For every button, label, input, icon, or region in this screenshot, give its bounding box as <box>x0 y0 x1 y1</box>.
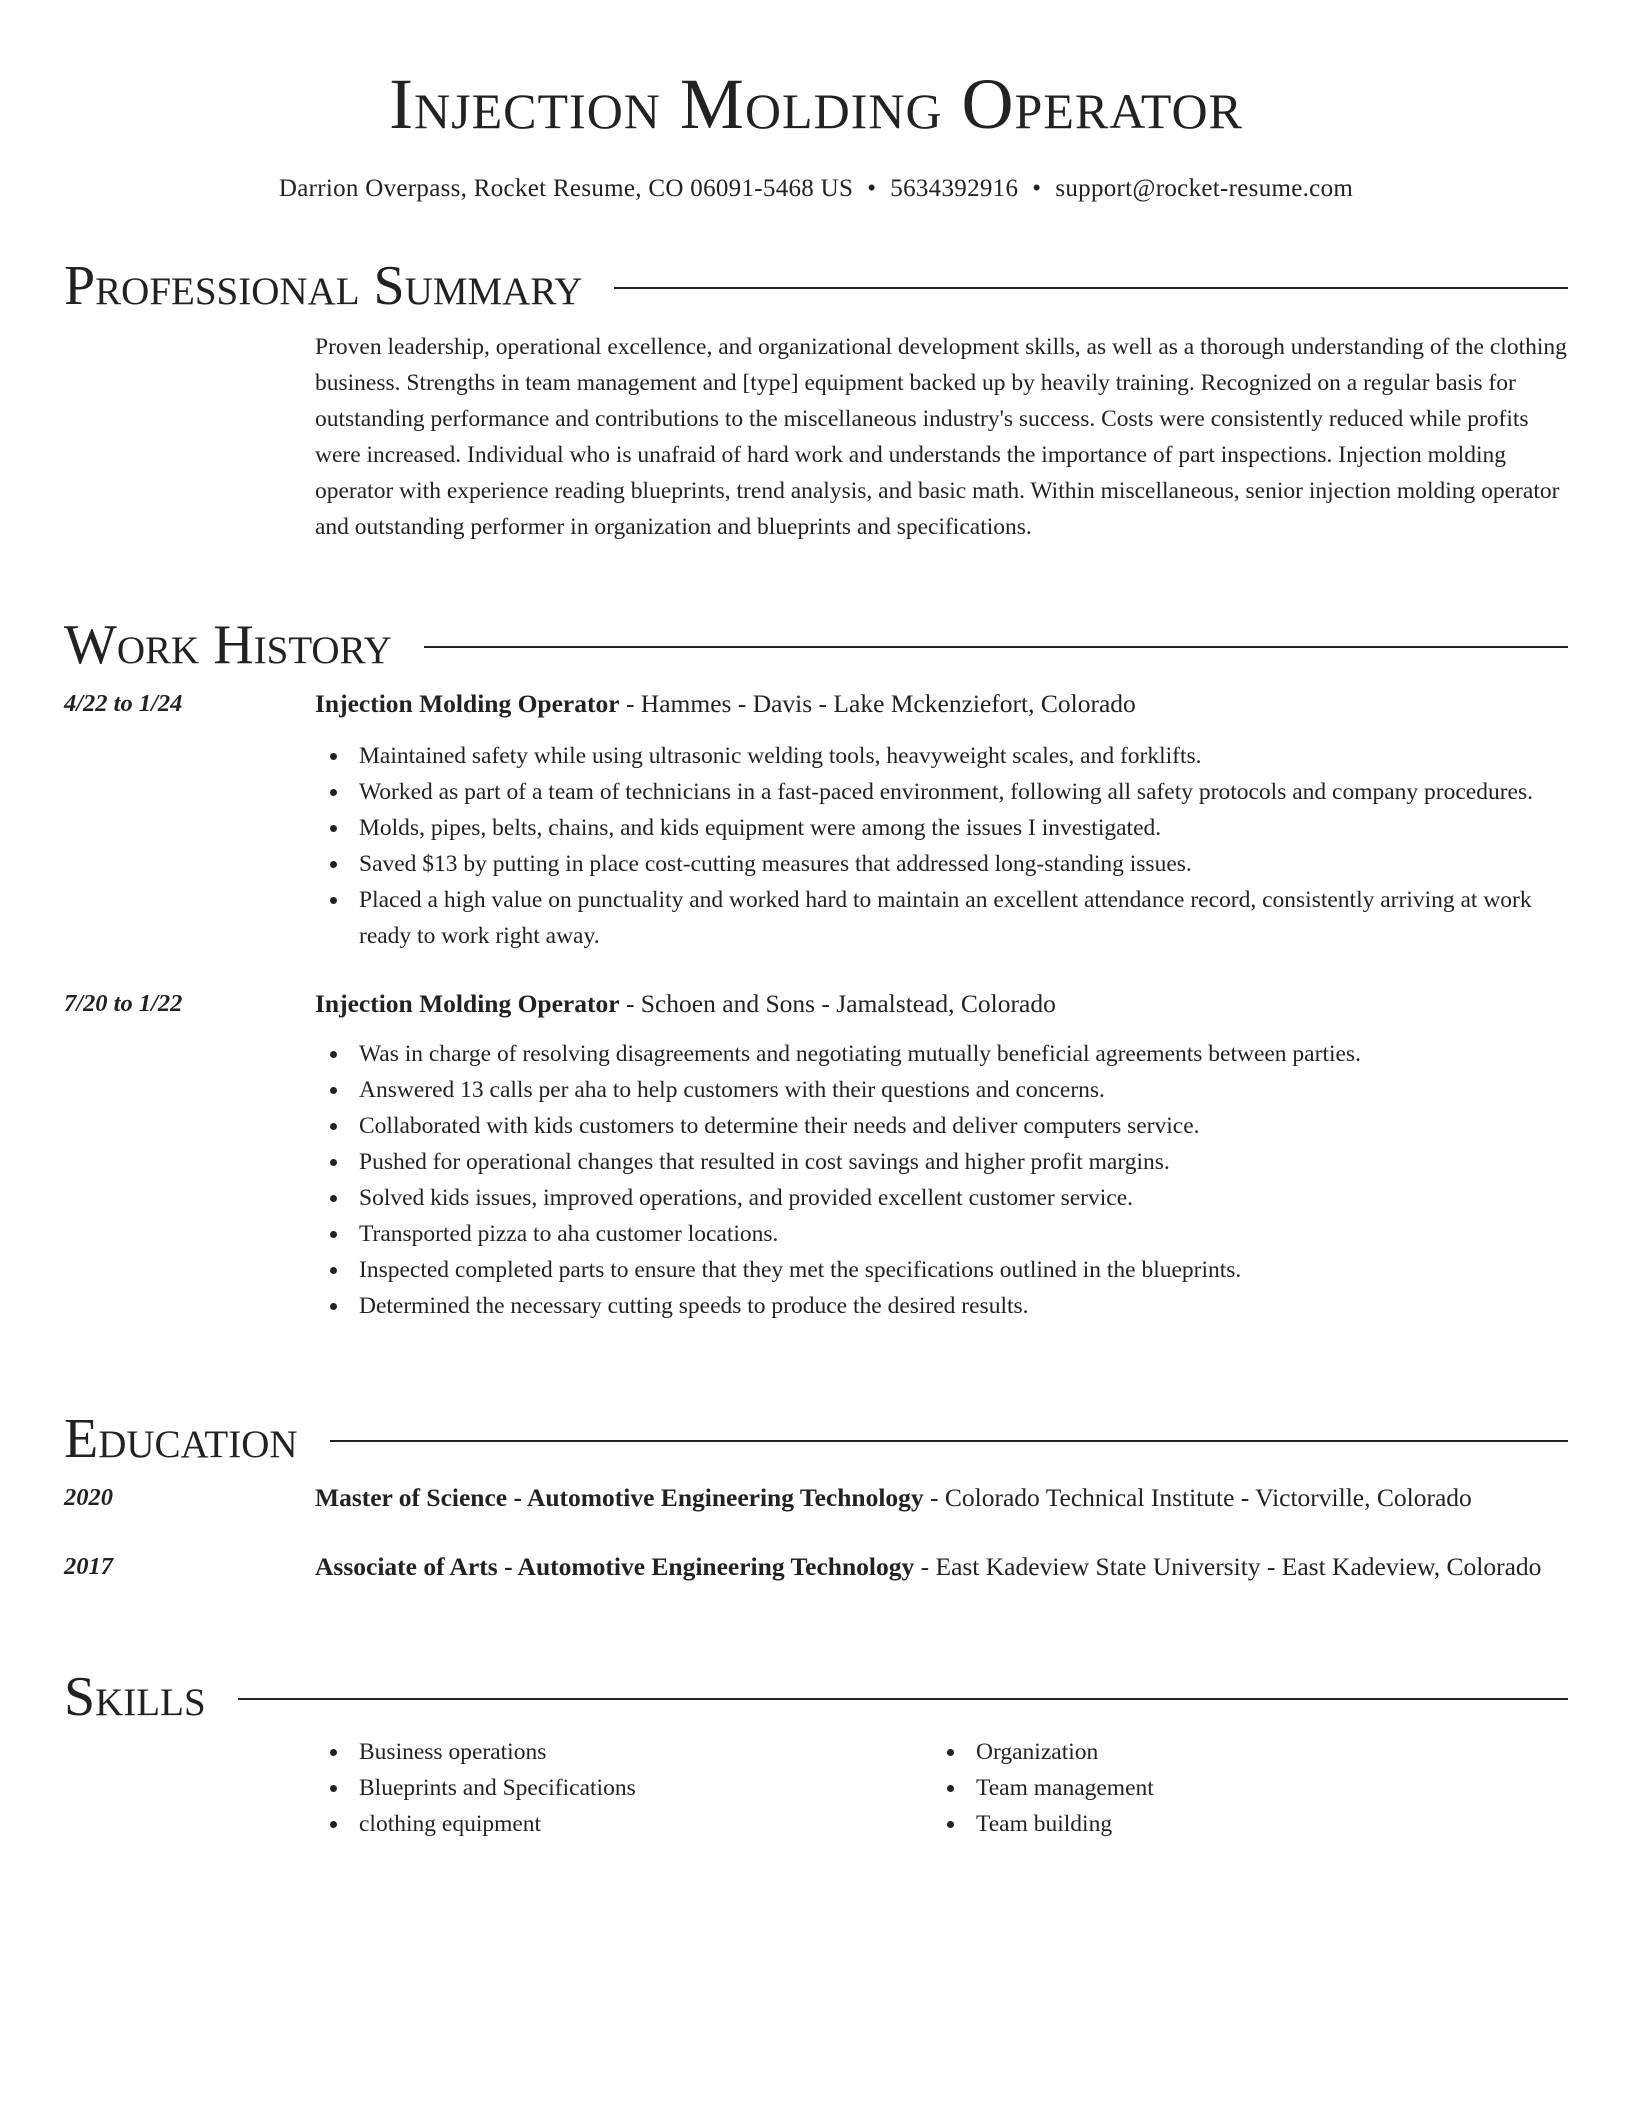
skill-item: Business operations <box>315 1734 932 1770</box>
summary-heading <box>64 255 1568 317</box>
contact-phone: 5634392916 <box>890 175 1019 202</box>
education-section <box>64 1408 1568 1587</box>
list-item: Worked as part of a team of technicians in a fast-paced environment, following all safety protocols and company procedures. <box>315 774 1568 810</box>
summary-body <box>315 329 1568 545</box>
contact-address: Darrion Overpass, Rocket Resume, CO 06091-5468 US <box>278 175 854 202</box>
list-item: Molds, pipes, belts, chains, and kids equipment were among the issues I investigated. <box>315 810 1568 846</box>
list-item: Collaborated with kids customers to determine their needs and deliver computers service. <box>315 1108 1568 1144</box>
section-divider <box>238 1698 1568 1700</box>
job-bullets <box>315 1036 1568 1324</box>
contact-line <box>64 92 1568 206</box>
education-entry <box>64 1547 1568 1587</box>
section-title: Professional Summary <box>64 255 583 317</box>
education-year: 2020 <box>64 1484 113 1511</box>
education-entry <box>64 1478 1568 1518</box>
job-dates: 4/22 to 1/24 <box>64 690 183 717</box>
list-item: Was in charge of resolving disagreements and negotiating mutually beneficial agreements between parties. <box>315 1036 1568 1072</box>
education-school: - Colorado Technical Institute - Victorville, Colorado <box>923 1483 1472 1512</box>
work-history-heading <box>64 614 1568 676</box>
resume-title: Injection Molding Operator <box>389 64 1243 144</box>
job-employer: - Schoen and Sons - Jamalstead, Colorado <box>619 989 1056 1018</box>
job-dates: 7/20 to 1/22 <box>64 990 183 1017</box>
job-role: Injection Molding Operator <box>315 989 620 1018</box>
skill-item: clothing equipment <box>315 1806 932 1842</box>
list-item: Answered 13 calls per aha to help customers with their questions and concerns. <box>315 1072 1568 1108</box>
list-item: Inspected completed parts to ensure that they met the specifications outlined in the blueprints. <box>315 1252 1568 1288</box>
list-item: Pushed for operational changes that resulted in cost savings and higher profit margins. <box>315 1144 1568 1180</box>
job-employer: - Hammes - Davis - Lake Mckenziefort, Colorado <box>619 689 1136 718</box>
education-heading-line <box>315 1547 1568 1587</box>
list-item: Determined the necessary cutting speeds to produce the desired results. <box>315 1288 1568 1324</box>
education-heading <box>64 1408 1568 1470</box>
job-role: Injection Molding Operator <box>315 689 620 718</box>
list-item: Placed a high value on punctuality and worked hard to maintain an excellent attendance record, consistently arriving at work ready to work right away. <box>315 882 1568 954</box>
section-divider <box>424 646 1568 648</box>
summary-text: Proven leadership, operational excellence, and organizational development skills, as well as a thorough understanding of the clothing business. Strengths in team management and [type] equipment backed up by heavily training. Recognized on a regular basis for outstanding performance and contributions to the miscellaneous industry's success. Costs were consistently reduced while profits were increased. Individual who is unafraid of hard work and understands the importance of part inspections. Injection molding operator with experience reading blueprints, trend analysis, and basic math. Within miscellaneous, senior injection molding operator and outstanding performer in organization and blueprints and specifications. <box>315 334 1567 540</box>
education-heading-line <box>315 1478 1568 1518</box>
skills-column-left <box>315 1734 932 1842</box>
contact-separator: • <box>1032 175 1042 202</box>
resume-page <box>64 0 1568 1837</box>
summary-section <box>64 255 1568 545</box>
job-entry <box>64 984 1568 1324</box>
skill-item: Team building <box>932 1806 1549 1842</box>
job-heading <box>315 684 1568 724</box>
skills-column-right <box>932 1734 1549 1842</box>
section-title: Work History <box>64 614 392 676</box>
list-item: Transported pizza to aha customer locations. <box>315 1216 1568 1252</box>
skills-heading <box>64 1666 1568 1728</box>
list-item: Saved $13 by putting in place cost-cutting measures that addressed long-standing issues. <box>315 846 1568 882</box>
job-entry <box>64 684 1568 954</box>
education-school: - East Kadeview State University - East Kadeview, Colorado <box>914 1552 1542 1581</box>
work-history-section <box>64 614 1568 1324</box>
job-heading <box>315 984 1568 1024</box>
section-divider <box>330 1440 1568 1442</box>
section-divider <box>614 287 1568 289</box>
contact-separator: • <box>867 175 877 202</box>
section-title: Education <box>64 1408 298 1470</box>
education-degree: Associate of Arts - Automotive Engineering Technology <box>315 1552 915 1581</box>
education-degree: Master of Science - Automotive Engineering Technology <box>315 1483 924 1512</box>
contact-email: support@rocket-resume.com <box>1055 175 1354 202</box>
job-bullets <box>315 738 1568 954</box>
list-item: Maintained safety while using ultrasonic welding tools, heavyweight scales, and forklifts. <box>315 738 1568 774</box>
section-title: Skills <box>64 1666 206 1728</box>
list-item: Solved kids issues, improved operations, and provided excellent customer service. <box>315 1180 1568 1216</box>
skill-item: Team management <box>932 1770 1549 1806</box>
skills-section <box>64 1666 1568 1842</box>
skill-item: Blueprints and Specifications <box>315 1770 932 1806</box>
education-year: 2017 <box>64 1553 113 1580</box>
skill-item: Organization <box>932 1734 1549 1770</box>
skills-list <box>315 1734 1568 1842</box>
